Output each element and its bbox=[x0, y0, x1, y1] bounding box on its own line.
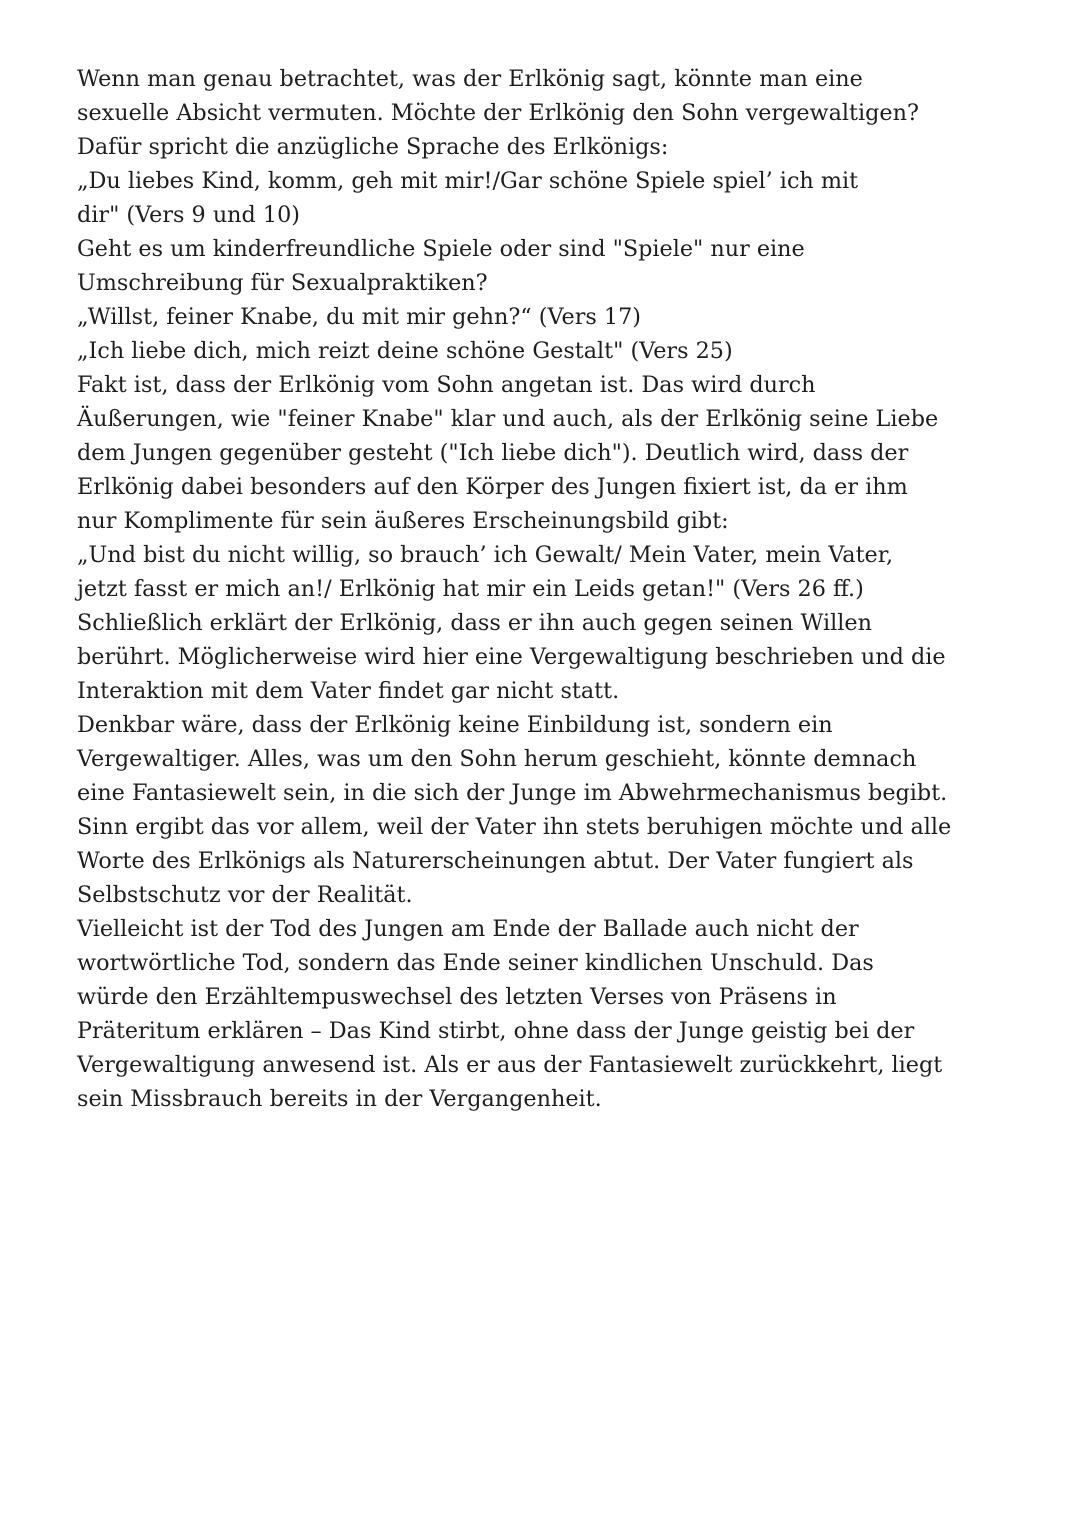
text-line: Fakt ist, dass der Erlkönig vom Sohn angetan ist. Das wird durch bbox=[77, 372, 816, 398]
text-line: Wenn man genau betrachtet, was der Erlkönig sagt, könnte man eine bbox=[77, 66, 863, 92]
text-line: berührt. Möglicherweise wird hier eine Vergewaltigung beschrieben und die bbox=[77, 644, 946, 670]
text-line: Vergewaltigung anwesend ist. Als er aus der Fantasiewelt zurückkehrt, liegt bbox=[77, 1052, 943, 1078]
text-line: Dafür spricht die anzügliche Sprache des Erlkönigs: bbox=[77, 134, 669, 160]
text-line: dem Jungen gegenüber gesteht ("Ich liebe dich"). Deutlich wird, dass der bbox=[77, 440, 909, 466]
text-line: Präteritum erklären – Das Kind stirbt, ohne dass der Junge geistig bei der bbox=[77, 1018, 915, 1044]
text-line: Äußerungen, wie "feiner Knabe" klar und auch, als der Erlkönig seine Liebe bbox=[77, 406, 939, 432]
text-line: Interaktion mit dem Vater findet gar nicht statt. bbox=[77, 678, 620, 704]
text-line: eine Fantasiewelt sein, in die sich der Junge im Abwehrmechanismus begibt. bbox=[77, 780, 948, 806]
text-line: jetzt fasst er mich an!/ Erlkönig hat mir ein Leids getan!" (Vers 26 ff.) bbox=[77, 576, 864, 602]
text-line: Erlkönig dabei besonders auf den Körper des Jungen fixiert ist, da er ihm bbox=[77, 474, 908, 500]
text-line: wortwörtliche Tod, sondern das Ende seiner kindlichen Unschuld. Das bbox=[77, 950, 874, 976]
text-line: „Du liebes Kind, komm, geh mit mir!/Gar schöne Spiele spiel’ ich mit bbox=[77, 168, 859, 194]
essay-text bbox=[77, 62, 1037, 1116]
text-line: sexuelle Absicht vermuten. Möchte der Erlkönig den Sohn vergewaltigen? bbox=[77, 100, 919, 126]
text-line: würde den Erzähltempuswechsel des letzten Verses von Präsens in bbox=[77, 984, 837, 1010]
text-line: „Willst, feiner Knabe, du mit mir gehn?“ (Vers 17) bbox=[77, 304, 641, 330]
text-line: „Ich liebe dich, mich reizt deine schöne Gestalt" (Vers 25) bbox=[77, 338, 733, 364]
text-line: Vielleicht ist der Tod des Jungen am Ende der Ballade auch nicht der bbox=[77, 916, 859, 942]
text-line: sein Missbrauch bereits in der Vergangenheit. bbox=[77, 1086, 602, 1112]
text-line: Schließlich erklärt der Erlkönig, dass er ihn auch gegen seinen Willen bbox=[77, 610, 872, 636]
text-line: „Und bist du nicht willig, so brauch’ ich Gewalt/ Mein Vater, mein Vater, bbox=[77, 542, 894, 568]
text-line: Worte des Erlkönigs als Naturerscheinungen abtut. Der Vater fungiert als bbox=[77, 848, 914, 874]
text-line: Denkbar wäre, dass der Erlkönig keine Einbildung ist, sondern ein bbox=[77, 712, 833, 738]
text-line: Selbstschutz vor der Realität. bbox=[77, 882, 413, 908]
text-line: dir" (Vers 9 und 10) bbox=[77, 202, 300, 228]
text-line: Vergewaltiger. Alles, was um den Sohn herum geschieht, könnte demnach bbox=[77, 746, 917, 772]
text-line: Umschreibung für Sexualpraktiken? bbox=[77, 270, 488, 296]
text-line: Geht es um kinderfreundliche Spiele oder sind "Spiele" nur eine bbox=[77, 236, 805, 262]
text-line: nur Komplimente für sein äußeres Erscheinungsbild gibt: bbox=[77, 508, 729, 534]
text-line: Sinn ergibt das vor allem, weil der Vater ihn stets beruhigen möchte und alle bbox=[77, 814, 952, 840]
